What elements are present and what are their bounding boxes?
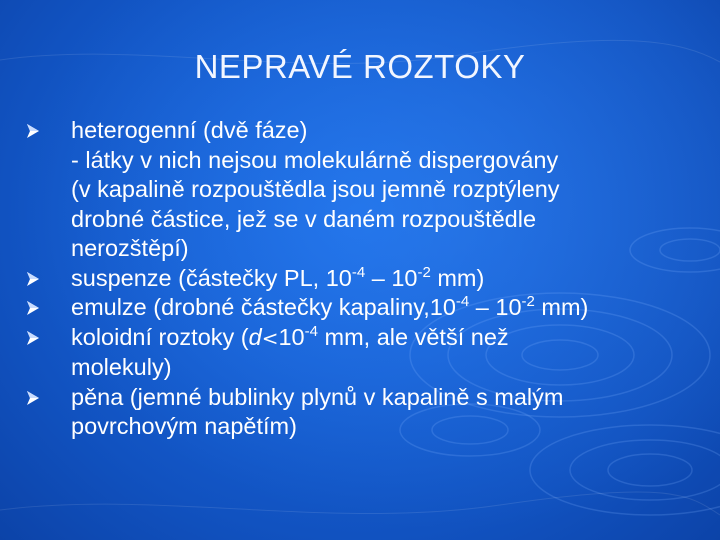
arrow-bullet-icon [26, 390, 40, 406]
exponent: -4 [455, 293, 470, 310]
bullet-line [71, 264, 706, 294]
bullet-line [71, 293, 706, 323]
bullet-item-koloidni [26, 323, 706, 383]
bullet-line: nerozštěpí) [71, 235, 189, 261]
exponent: -2 [521, 293, 535, 310]
bullet-item-emulze [26, 293, 706, 323]
text: mm, ale větší než [317, 323, 509, 350]
bullet-line: povrchovým napětím) [71, 413, 297, 439]
variable-d: d [248, 323, 262, 350]
exponent: -4 [304, 322, 318, 340]
bullet-line: (v kapalině rozpouštědla jsou jemně rozptýleny [71, 176, 560, 202]
exponent: -2 [417, 263, 431, 281]
text: suspenze (částečky PL, 10 [71, 264, 352, 291]
text: koloidní roztoky ( [71, 323, 249, 350]
arrow-bullet-icon [26, 330, 40, 346]
bullet-item-pena [26, 383, 706, 442]
text: – 10 [469, 294, 522, 320]
bullet-item-heterogenni [26, 116, 706, 264]
bullet-line: pěna (jemné bublinky plynů v kapalině s malým [71, 383, 564, 410]
text: emulze (drobné částečky kapaliny,10 [71, 294, 456, 320]
slide-title: NEPRAVÉ ROZTOKY [194, 48, 526, 85]
arrow-bullet-icon [26, 123, 40, 139]
text: mm) [430, 264, 485, 291]
bullet-line: heterogenní (dvě fáze) [71, 117, 308, 143]
exponent: -4 [351, 263, 366, 281]
bullet-list [26, 116, 706, 442]
bullet-line: drobné částice, jež se v daném rozpouštědle [71, 205, 537, 232]
bullet-line [71, 323, 706, 354]
text: 10 [278, 323, 305, 350]
bullet-line: molekuly) [71, 354, 172, 380]
bullet-item-suspenze [26, 264, 706, 294]
arrow-bullet-icon [26, 300, 40, 316]
less-than-symbol: < [261, 325, 279, 350]
bullet-line: - látky v nich nejsou molekulárně dispergovány [71, 146, 559, 173]
text: – 10 [365, 264, 418, 291]
text: mm) [534, 294, 589, 320]
arrow-bullet-icon [26, 271, 40, 287]
